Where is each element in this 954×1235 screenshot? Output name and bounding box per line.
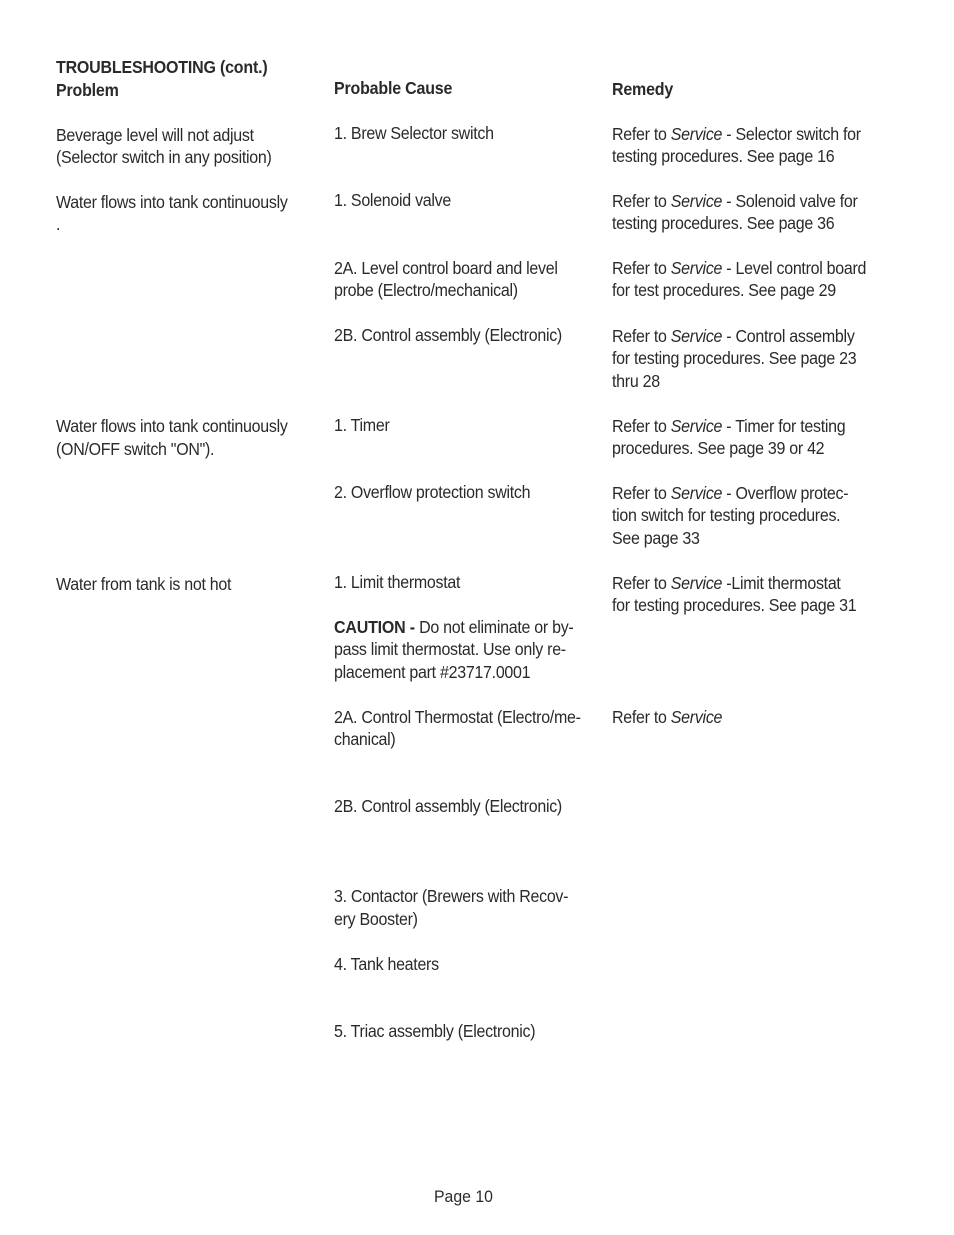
section-title: TROUBLESHOOTING (cont.) bbox=[56, 57, 268, 77]
remedy-text: Refer to Service bbox=[612, 707, 723, 727]
problem-text: Water flows into tank continuously bbox=[56, 192, 288, 212]
cause-text: 2A. Control Thermostat (Electro/me- bbox=[334, 707, 581, 727]
remedy-text: tion switch for testing procedures. bbox=[612, 505, 841, 525]
problem-text: (ON/OFF switch "ON"). bbox=[56, 439, 215, 459]
cause-text: 4. Tank heaters bbox=[334, 954, 439, 974]
remedy-text: Refer to Service - Solenoid valve for bbox=[612, 191, 858, 211]
cause-text: 2A. Level control board and level bbox=[334, 258, 558, 278]
cause-text: probe (Electro/mechanical) bbox=[334, 280, 518, 300]
problem-text: (Selector switch in any position) bbox=[56, 147, 272, 167]
column-header-problem: Problem bbox=[56, 80, 119, 100]
cause-text: 1. Brew Selector switch bbox=[334, 123, 494, 143]
remedy-text: Refer to Service - Control assembly bbox=[612, 326, 855, 346]
column-header-remedy: Remedy bbox=[612, 79, 674, 99]
cause-text: 1. Solenoid valve bbox=[334, 190, 452, 210]
remedy-text: thru 28 bbox=[612, 371, 660, 391]
problem-text: Water flows into tank continuously bbox=[56, 416, 288, 436]
page-number: Page 10 bbox=[434, 1187, 493, 1206]
remedy-text: for test procedures. See page 29 bbox=[612, 280, 836, 300]
remedy-text: testing procedures. See page 16 bbox=[612, 146, 835, 166]
column-header-cause: Probable Cause bbox=[334, 78, 453, 98]
remedy-text: Refer to Service - Level control board bbox=[612, 258, 867, 278]
remedy-text: for testing procedures. See page 23 bbox=[612, 348, 857, 368]
cause-text: 1. Timer bbox=[334, 415, 390, 435]
cause-text: 2B. Control assembly (Electronic) bbox=[334, 325, 562, 345]
cause-text: 5. Triac assembly (Electronic) bbox=[334, 1021, 536, 1041]
caution-label: CAUTION - bbox=[334, 617, 415, 637]
caution-text: pass limit thermostat. Use only re- bbox=[334, 639, 566, 659]
problem-text: . bbox=[56, 214, 61, 234]
problem-text: Beverage level will not adjust bbox=[56, 125, 254, 145]
cause-text: 2B. Control assembly (Electronic) bbox=[334, 796, 562, 816]
problem-text: Water from tank is not hot bbox=[56, 574, 232, 594]
remedy-text: See page 33 bbox=[612, 528, 700, 548]
cause-text: 1. Limit thermostat bbox=[334, 572, 461, 592]
caution-text: CAUTION - Do not eliminate or by- bbox=[334, 617, 574, 637]
remedy-text: Refer to Service - Overflow protec- bbox=[612, 483, 849, 503]
cause-text: 2. Overflow protection switch bbox=[334, 482, 531, 502]
remedy-text: Refer to Service -Limit thermostat bbox=[612, 573, 841, 593]
cause-text: 3. Contactor (Brewers with Recov- bbox=[334, 886, 569, 906]
cause-text: chanical) bbox=[334, 729, 396, 749]
remedy-text: for testing procedures. See page 31 bbox=[612, 595, 857, 615]
remedy-text: procedures. See page 39 or 42 bbox=[612, 438, 825, 458]
remedy-text: testing procedures. See page 36 bbox=[612, 213, 835, 233]
remedy-text: Refer to Service - Timer for testing bbox=[612, 416, 846, 436]
cause-text: ery Booster) bbox=[334, 909, 418, 929]
remedy-text: Refer to Service - Selector switch for bbox=[612, 124, 861, 144]
caution-text: placement part #23717.0001 bbox=[334, 662, 531, 682]
